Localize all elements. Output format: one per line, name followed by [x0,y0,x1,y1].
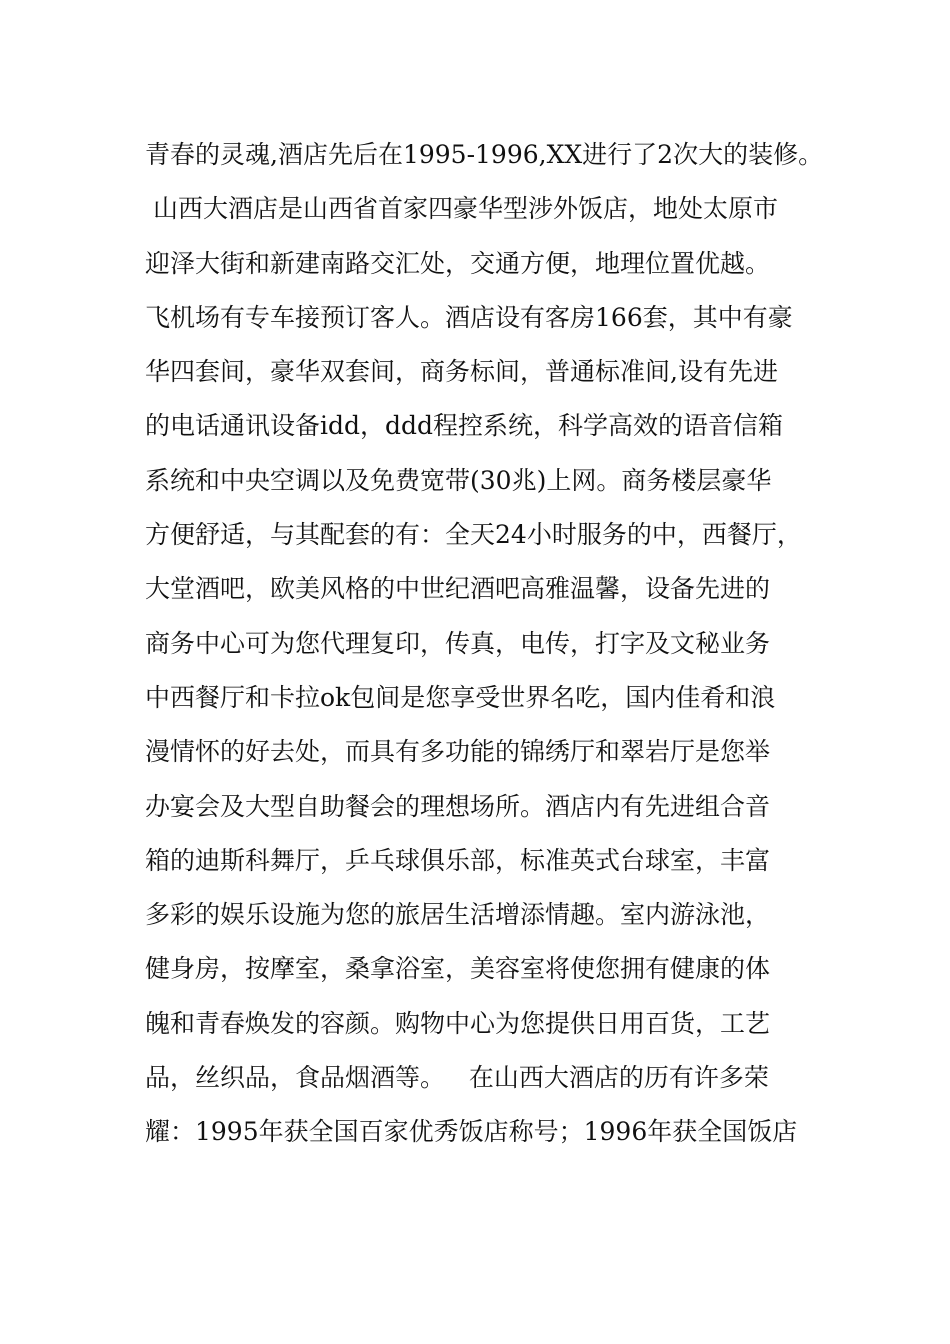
text-line: 华四套间，豪华双套间，商务标间，普通标准间,设有先进 [145,357,778,387]
text-line: 箱的迪斯科舞厅，乒乓球俱乐部，标准英式台球室，丰富 [145,845,771,875]
text-line: 办宴会及大型自助餐会的理想场所。酒店内有先进组合音 [145,791,771,821]
text-line: 系统和中央空调以及免费宽带(30兆)上网。商务楼层豪华 [145,465,772,495]
text-line: 迎泽大街和新建南路交汇处，交通方便，地理位置优越。 [145,248,771,278]
body-text [145,128,825,1160]
text-line: 中西餐厅和卡拉ok包间是您享受世界名吃，国内佳肴和浪 [145,682,776,712]
text-line: 品，丝织品，食品烟酒等。 在山西大酒店的历有许多荣 [145,1063,769,1093]
text-line: 漫情怀的好去处，而具有多功能的锦绣厅和翠岩厅是您举 [145,737,771,767]
text-line: 飞机场有专车接预订客人。酒店设有客房166套，其中有豪 [145,302,793,332]
text-line: 青春的灵魂,酒店先后在1995-1996,XX进行了2次大的装修。 [145,140,824,169]
text-line: 魄和青春焕发的容颜。购物中心为您提供日用百货，工艺 [145,1008,771,1038]
text-line: 山西大酒店是山西省首家四豪华型涉外饭店，地处太原市 [145,194,778,224]
text-line: 多彩的娱乐设施为您的旅居生活增添情趣。室内游泳池， [145,900,771,930]
text-line: 健身房，按摩室，桑拿浴室，美容室将使您拥有健康的体 [145,954,771,984]
text-line: 商务中心可为您代理复印，传真，电传，打字及文秘业务 [145,628,771,658]
text-line: 大堂酒吧，欧美风格的中世纪酒吧高雅温馨，设备先进的 [145,574,771,604]
text-line: 的电话通讯设备idd，ddd程控系统，科学高效的语音信箱 [145,411,784,441]
text-line: 耀：1995年获全国百家优秀饭店称号；1996年获全国饭店 [145,1117,798,1147]
text-line: 方便舒适，与其配套的有：全天24小时服务的中，西餐厅， [145,520,802,550]
